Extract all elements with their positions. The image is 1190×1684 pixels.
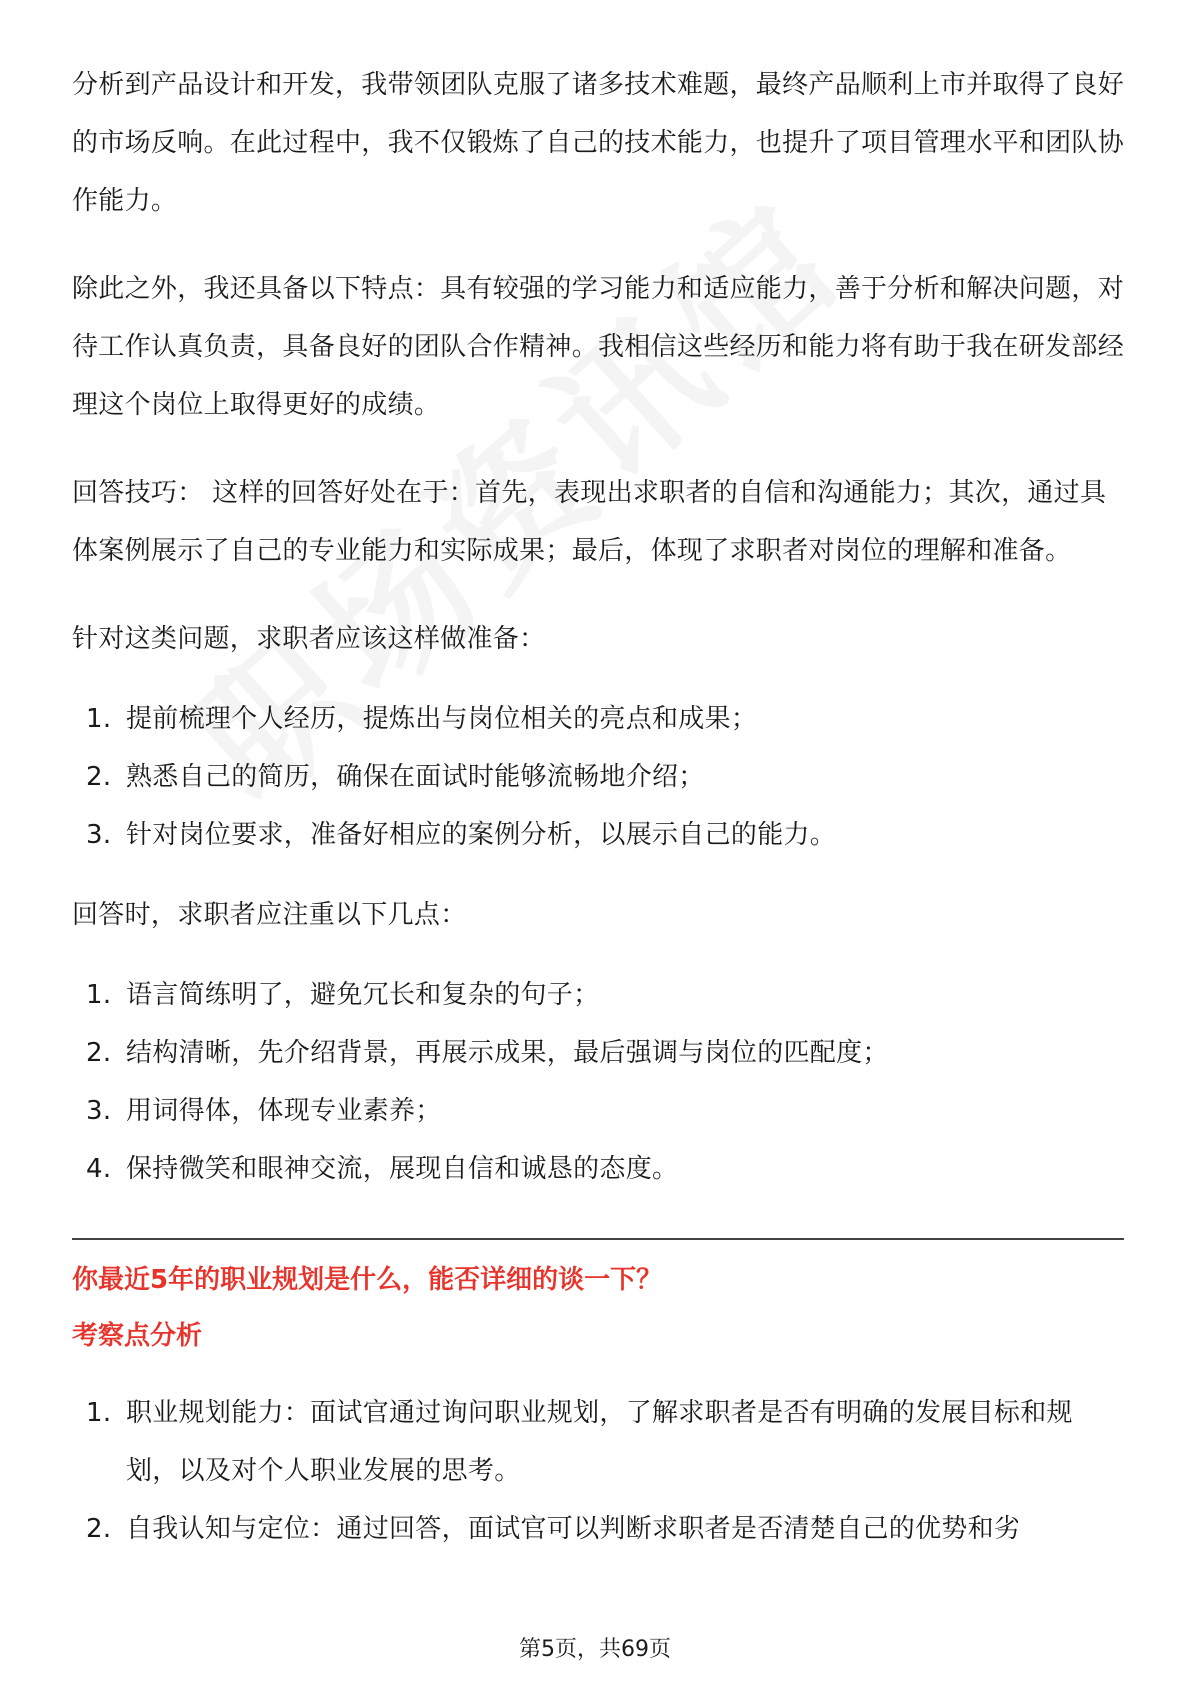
list-item: 3. 针对岗位要求，准备好相应的案例分析，以展示自己的能力。 [86, 820, 837, 850]
list-item: 2. 自我认知与定位：通过回答，面试官可以判断求职者是否清楚自己的优势和劣 [86, 1514, 1021, 1544]
list-item: 3. 用词得体，体现专业素养； [86, 1096, 442, 1126]
list-item: 4. 保持微笑和眼神交流，展现自信和诚恳的态度。 [86, 1154, 679, 1184]
paragraph-answer-tips: 回答技巧： 这样的回答好处在于：首先，表现出求职者的自信和沟通能力；其次，通过具体案例展示了自己的专业能力和实际成果；最后，体现了求职者对岗位的理解和准备。 [72, 478, 1107, 566]
paragraph-traits: 除此之外，我还具备以下特点：具有较强的学习能力和适应能力，善于分析和解决问题，对待工作认真负责，具备良好的团队合作精神。我相信这些经历和能力将有助于我在研发部经理这个岗位上取得更好的成绩。 [72, 274, 1125, 420]
list-item: 1. 语言简练明了，避免冗长和复杂的句子； [86, 980, 600, 1010]
prep-list [72, 690, 1124, 864]
answer-list [72, 966, 1124, 1198]
list-item: 2. 结构清晰，先介绍背景，再展示成果，最后强调与岗位的匹配度； [86, 1038, 889, 1068]
paragraph-prep-intro: 针对这类问题，求职者应该这样做准备： [72, 624, 546, 654]
paragraph-experience: 分析到产品设计和开发，我带领团队克服了诸多技术难题，最终产品顺利上市并取得了良好的市场反响。在此过程中，我不仅锻炼了自己的技术能力，也提升了项目管理水平和团队协作能力。 [72, 70, 1125, 216]
analysis-heading: 考察点分析 [72, 1321, 203, 1351]
list-item: 2. 熟悉自己的简历，确保在面试时能够流畅地介绍； [86, 762, 705, 792]
analysis-list [72, 1384, 1124, 1558]
list-item: 1. 职业规划能力：面试官通过询问职业规划，了解求职者是否有明确的发展目标和规划，以及对个人职业发展的思考。 [86, 1398, 1073, 1486]
paragraph-answer-intro: 回答时，求职者应注重以下几点： [72, 900, 467, 930]
page-content [72, 56, 1124, 1558]
question-heading: 你最近5年的职业规划是什么，能否详细的谈一下？ [72, 1265, 663, 1295]
list-item: 1. 提前梳理个人经历，提炼出与岗位相关的亮点和成果； [86, 704, 758, 734]
page-footer: 第5页，共69页 [519, 1637, 671, 1662]
